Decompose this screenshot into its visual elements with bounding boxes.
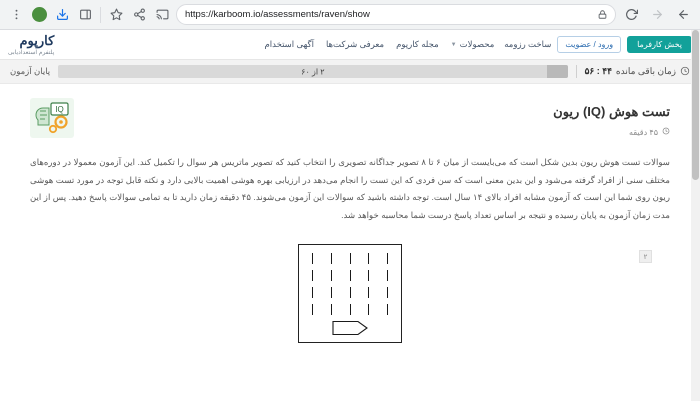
- question-area: [30, 244, 670, 343]
- tick-mark-icon: [387, 304, 388, 315]
- tick-mark-icon: [368, 253, 369, 264]
- employer-panel-button[interactable]: پخش کارفرما: [627, 36, 692, 53]
- tick-mark-icon: [350, 287, 351, 298]
- tick-mark-icon: [368, 304, 369, 315]
- tick-mark-icon: [350, 304, 351, 315]
- matrix-row: [303, 267, 397, 284]
- share-icon[interactable]: [129, 5, 149, 25]
- page-title: تست هوش (IQ) ریون: [553, 104, 670, 119]
- nav-item-jobs[interactable]: آگهی استخدام: [264, 39, 314, 49]
- nav-item-companies[interactable]: معرفی شرکت‌ها: [325, 39, 385, 49]
- question-number-badge: ۲: [639, 250, 652, 263]
- site-logo[interactable]: [8, 33, 54, 56]
- back-arrow-icon[interactable]: [672, 4, 694, 26]
- tick-mark-icon: [387, 287, 388, 298]
- tick-mark-icon: [331, 270, 332, 281]
- toolbar-separator: [100, 7, 101, 23]
- tick-mark-icon: [312, 304, 313, 315]
- header-action-buttons: [504, 36, 692, 53]
- matrix-notch-row: [303, 318, 397, 337]
- finish-test-label[interactable]: پایان آزمون: [10, 66, 51, 76]
- clock-small-icon: [662, 127, 670, 137]
- cast-icon[interactable]: [152, 5, 172, 25]
- arrow-notch-icon: [332, 320, 368, 335]
- sidebar-icon[interactable]: [75, 5, 95, 25]
- tick-mark-icon: [331, 304, 332, 315]
- tick-mark-icon: [331, 287, 332, 298]
- test-duration: [84, 127, 670, 137]
- matrix-row: [303, 301, 397, 318]
- remaining-time-value: ۴۴ : ۵۶: [584, 66, 612, 76]
- tick-mark-icon: [368, 270, 369, 281]
- svg-text:IQ: IQ: [55, 105, 64, 114]
- toolbar-actions: [6, 5, 172, 25]
- chevron-down-icon: ▼: [450, 41, 457, 48]
- remaining-time-label: زمان باقی مانده: [615, 66, 676, 76]
- site-header: [0, 30, 700, 60]
- tick-mark-icon: [312, 253, 313, 264]
- test-title-wrap: [84, 98, 670, 137]
- tick-mark-icon: [331, 253, 332, 264]
- user-avatar[interactable]: [29, 5, 49, 25]
- tick-mark-icon: [312, 270, 313, 281]
- scrollbar-thumb[interactable]: [692, 30, 699, 180]
- matrix-row: [303, 284, 397, 301]
- test-header: [30, 98, 670, 138]
- progress-fill: [547, 65, 567, 78]
- tick-mark-icon: [312, 287, 313, 298]
- assessment-progress-bar: [0, 60, 700, 84]
- forward-arrow-icon[interactable]: [646, 4, 668, 26]
- tick-mark-icon: [387, 270, 388, 281]
- tick-mark-icon: [350, 253, 351, 264]
- test-description: سوالات تست هوش ریون بدین شکل است که می‌بایست از میان ۶ تا ۸ تصویر جداگانه تصویری را انتخاب کنید که تصویر ماتریس هر سوال را تکمیل کند. این آزمون معمولا در دوره‌های مختلف سنی از افراد گرفته می‌شود و این بدین معنی است که سن فردی که این تست را انجام می‌دهد در ارزیابی بهره هوشی اهمیت بالایی دارد و نکته قابل توجه در مورد تست هوشی ریون روی شما این است که آزمون مشابه افراد بالای ۱۴ سال است. توجه داشته باشید که سوالات این آزمون می‌شوند. ۴۵ دقیقه زمان دارید تا به تمامی سوالات پاسخ دهید. پس از این مدت زمان آزمون به پایان رسیده و نتیجه بر اساس تعداد پاسخ درست شما محاسبه خواهد شد.: [30, 157, 670, 220]
- address-bar-url: https://karboom.io/assessments/raven/show: [185, 9, 370, 20]
- matrix-row: [303, 250, 397, 267]
- nav-item-products-label: محصولات: [459, 39, 495, 49]
- page-scrollbar[interactable]: [691, 30, 700, 401]
- tick-mark-icon: [350, 270, 351, 281]
- progress-label: ۲ از ۶۰: [301, 67, 325, 76]
- tick-mark-icon: [368, 287, 369, 298]
- site-logo-text: كارپوم: [19, 33, 55, 48]
- matrix-figure-wrap: [30, 244, 670, 343]
- lock-icon: [598, 6, 607, 24]
- resume-builder-link[interactable]: ساخت رزومه: [504, 39, 552, 49]
- download-icon[interactable]: [52, 5, 72, 25]
- remaining-time: [585, 66, 690, 78]
- site-logo-tagline: پلتفرم استعدادیابی: [8, 50, 55, 56]
- star-icon[interactable]: [106, 5, 126, 25]
- test-duration-value: ۴۵ دقیقه: [629, 127, 658, 137]
- menu-icon[interactable]: [6, 5, 26, 25]
- reload-icon[interactable]: [620, 4, 642, 26]
- primary-nav: [64, 39, 494, 50]
- nav-item-products[interactable]: [451, 39, 495, 50]
- progress-track: [58, 65, 567, 78]
- nav-item-magazine[interactable]: مجله کارپوم: [396, 39, 439, 49]
- clock-icon: [680, 66, 690, 78]
- login-register-button[interactable]: ورود / عضویت: [557, 36, 621, 53]
- matrix-figure: [298, 244, 402, 343]
- address-bar[interactable]: [176, 4, 616, 25]
- tick-mark-icon: [387, 253, 388, 264]
- avatar: [32, 7, 47, 22]
- progress-separator: [576, 65, 577, 78]
- assessment-content: [0, 84, 700, 343]
- iq-brain-illustration: [30, 98, 74, 138]
- browser-toolbar: [0, 0, 700, 30]
